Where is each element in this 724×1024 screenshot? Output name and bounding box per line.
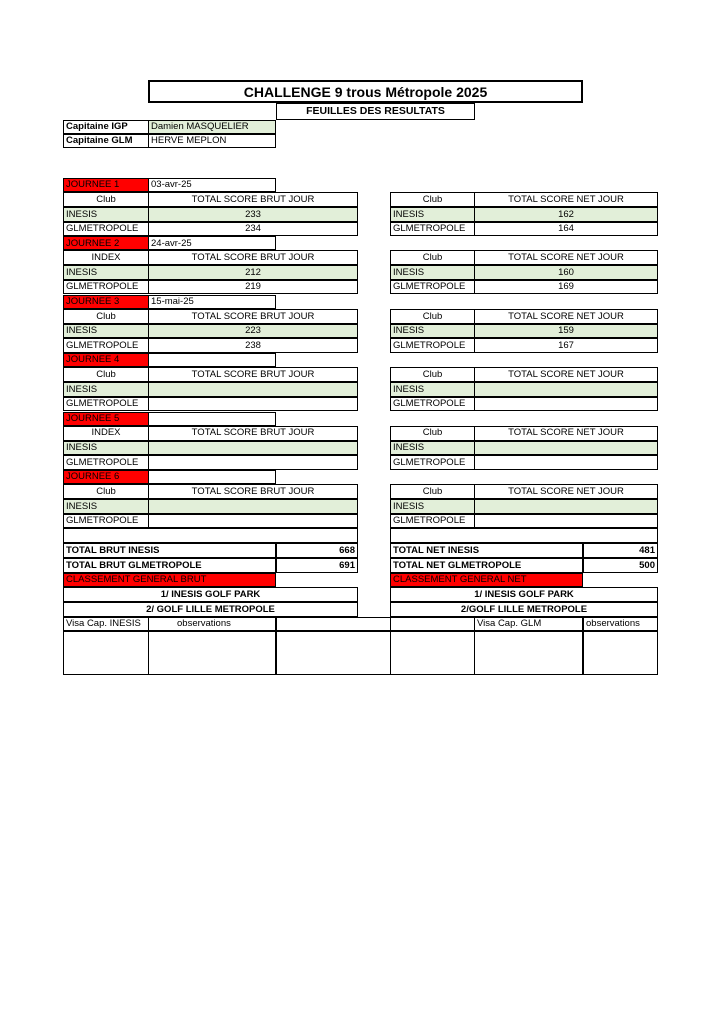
club-name: INESIS	[390, 324, 475, 339]
club-name: INESIS	[63, 265, 149, 280]
left-column-header: INDEX	[63, 250, 149, 265]
club-name: GLMETROPOLE	[63, 338, 149, 353]
signature-box-glm[interactable]	[474, 631, 583, 675]
net-score: 159	[474, 324, 658, 339]
total-brut-inesis-value: 668	[276, 543, 358, 558]
observations-box-right[interactable]	[583, 631, 658, 675]
classement-net-first: 1/ INESIS GOLF PARK	[390, 587, 658, 602]
brut-score	[148, 441, 358, 456]
empty-box	[276, 631, 391, 675]
club-name: INESIS	[63, 382, 149, 397]
total-brut-glm-label: TOTAL BRUT GLMETROPOLE	[63, 558, 276, 573]
round-label: JOURNEE 2	[63, 236, 149, 250]
net-column-header: TOTAL SCORE NET JOUR	[474, 426, 658, 441]
net-score	[474, 397, 658, 412]
round-date	[148, 353, 276, 367]
round-date: 15-mai-25	[148, 295, 276, 309]
brut-score	[148, 397, 358, 412]
club-name: GLMETROPOLE	[390, 455, 475, 470]
brut-column-header: TOTAL SCORE BRUT JOUR	[148, 484, 358, 499]
club-column-header: Club	[390, 367, 475, 382]
left-column-header: Club	[63, 484, 149, 499]
club-name: INESIS	[390, 265, 475, 280]
club-name: GLMETROPOLE	[63, 280, 149, 295]
round-date	[148, 412, 276, 426]
net-score: 167	[474, 338, 658, 353]
spacer-row-right	[390, 528, 658, 543]
club-name: INESIS	[390, 441, 475, 456]
club-name: GLMETROPOLE	[390, 397, 475, 412]
club-name: GLMETROPOLE	[390, 222, 475, 237]
club-column-header: Club	[390, 309, 475, 324]
round-label: JOURNEE 1	[63, 178, 149, 192]
club-column-header: Club	[390, 426, 475, 441]
total-brut-glm-value: 691	[276, 558, 358, 573]
brut-score	[148, 382, 358, 397]
net-score	[474, 514, 658, 529]
brut-column-header: TOTAL SCORE BRUT JOUR	[148, 192, 358, 207]
club-name: GLMETROPOLE	[63, 514, 149, 529]
club-name: GLMETROPOLE	[63, 397, 149, 412]
classement-net-label: CLASSEMENT GENERAL NET	[390, 573, 583, 587]
net-column-header: TOTAL SCORE NET JOUR	[474, 484, 658, 499]
club-name: GLMETROPOLE	[63, 455, 149, 470]
brut-score: 234	[148, 222, 358, 237]
round-label: JOURNEE 3	[63, 295, 149, 309]
club-name: GLMETROPOLE	[390, 338, 475, 353]
brut-score	[148, 455, 358, 470]
total-net-inesis-label: TOTAL NET INESIS	[390, 543, 583, 558]
net-column-header: TOTAL SCORE NET JOUR	[474, 192, 658, 207]
net-column-header: TOTAL SCORE NET JOUR	[474, 309, 658, 324]
total-net-inesis-value: 481	[583, 543, 658, 558]
round-label: JOURNEE 6	[63, 470, 149, 484]
captain-igp-name: Damien MASQUELIER	[148, 120, 276, 134]
observations-box-left[interactable]	[148, 631, 276, 675]
net-score: 169	[474, 280, 658, 295]
round-date	[148, 470, 276, 484]
club-name: INESIS	[390, 382, 475, 397]
brut-score: 219	[148, 280, 358, 295]
page-subtitle: FEUILLES DES RESULTATS	[276, 103, 475, 120]
brut-column-header: TOTAL SCORE BRUT JOUR	[148, 367, 358, 382]
page-title: CHALLENGE 9 trous Métropole 2025	[148, 80, 583, 103]
visa-inesis-label: Visa Cap. INESIS	[63, 617, 149, 631]
total-net-glm-label: TOTAL NET GLMETROPOLE	[390, 558, 583, 573]
club-column-header: Club	[390, 484, 475, 499]
captain-glm-name: HERVE MEPLON	[148, 134, 276, 148]
spacer-row-left	[63, 528, 358, 543]
brut-score: 233	[148, 207, 358, 222]
classement-brut-label: CLASSEMENT GENERAL BRUT	[63, 573, 276, 587]
round-label: JOURNEE 5	[63, 412, 149, 426]
classement-brut-first: 1/ INESIS GOLF PARK	[63, 587, 358, 602]
club-name: INESIS	[63, 499, 149, 514]
brut-score: 223	[148, 324, 358, 339]
brut-column-header: TOTAL SCORE BRUT JOUR	[148, 426, 358, 441]
round-label: JOURNEE 4	[63, 353, 149, 367]
club-name: INESIS	[63, 324, 149, 339]
net-score	[474, 441, 658, 456]
net-score	[474, 499, 658, 514]
brut-score	[148, 514, 358, 529]
left-column-header: Club	[63, 367, 149, 382]
classement-brut-second: 2/ GOLF LILLE METROPOLE	[63, 602, 358, 617]
total-net-glm-value: 500	[583, 558, 658, 573]
round-date: 03-avr-25	[148, 178, 276, 192]
brut-score	[148, 499, 358, 514]
net-column-header: TOTAL SCORE NET JOUR	[474, 250, 658, 265]
club-name: INESIS	[390, 207, 475, 222]
brut-column-header: TOTAL SCORE BRUT JOUR	[148, 250, 358, 265]
net-score	[474, 382, 658, 397]
captain-igp-label: Capitaine IGP	[63, 120, 149, 134]
observations-left-label: observations	[148, 617, 276, 631]
footer-empty-cell	[276, 617, 391, 631]
net-score: 164	[474, 222, 658, 237]
net-score: 162	[474, 207, 658, 222]
club-name: INESIS	[63, 207, 149, 222]
brut-column-header: TOTAL SCORE BRUT JOUR	[148, 309, 358, 324]
visa-glm-label: Visa Cap. GLM	[474, 617, 583, 631]
observations-right-label: observations	[583, 617, 658, 631]
classement-net-second: 2/GOLF LILLE METROPOLE	[390, 602, 658, 617]
brut-score: 238	[148, 338, 358, 353]
net-column-header: TOTAL SCORE NET JOUR	[474, 367, 658, 382]
left-column-header: INDEX	[63, 426, 149, 441]
empty-box	[390, 631, 475, 675]
brut-score: 212	[148, 265, 358, 280]
net-score: 160	[474, 265, 658, 280]
club-name: INESIS	[390, 499, 475, 514]
club-column-header: Club	[390, 250, 475, 265]
round-date: 24-avr-25	[148, 236, 276, 250]
net-score	[474, 455, 658, 470]
total-brut-inesis-label: TOTAL BRUT INESIS	[63, 543, 276, 558]
club-name: GLMETROPOLE	[63, 222, 149, 237]
footer-empty-cell	[390, 617, 475, 631]
signature-box-inesis[interactable]	[63, 631, 149, 675]
left-column-header: Club	[63, 192, 149, 207]
captain-glm-label: Capitaine GLM	[63, 134, 149, 148]
club-name: GLMETROPOLE	[390, 514, 475, 529]
club-name: GLMETROPOLE	[390, 280, 475, 295]
left-column-header: Club	[63, 309, 149, 324]
club-column-header: Club	[390, 192, 475, 207]
club-name: INESIS	[63, 441, 149, 456]
